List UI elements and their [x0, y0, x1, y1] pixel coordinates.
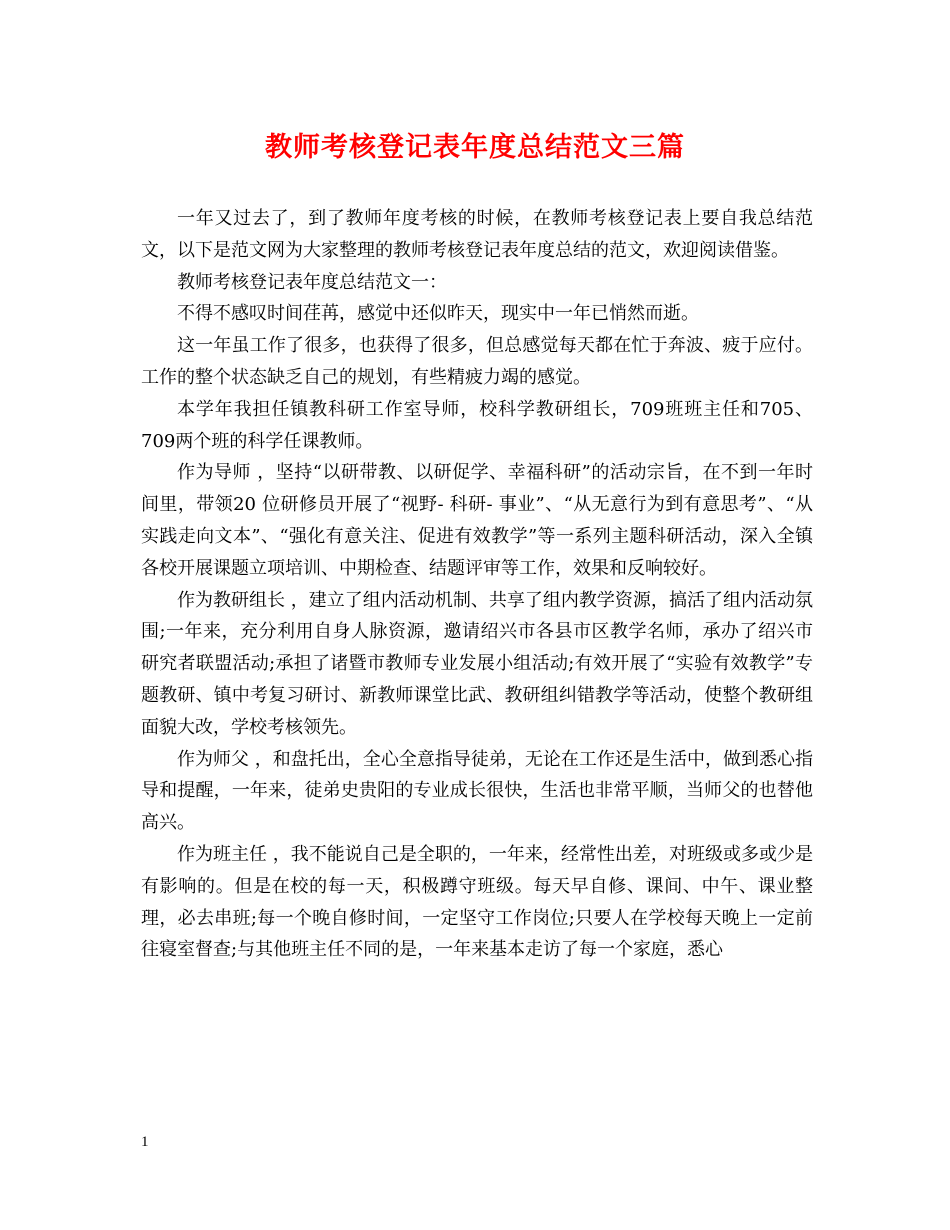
- paragraph-time-passing: 不得不感叹时间荏苒，感觉中还似昨天，现实中一年已悄然而逝。: [177, 303, 699, 325]
- document-body: [141, 203, 813, 966]
- paragraph-as-master: 作为师父 ，和盘托出，全心全意指导徒弟，无论在工作还是生活中，做到悉心指导和提醒，一年来，徒弟史贵阳的专业成长很快，生活也非常平顺，当师父的也替他高兴。: [141, 748, 813, 834]
- paragraph-roles: 本学年我担任镇教科研工作室导师，校科学教研组长，709班班主任和705、709两个班的科学任课教师。: [141, 398, 813, 452]
- paragraph-work-state: 这一年虽工作了很多，也获得了很多，但总感觉每天都在忙于奔波、疲于应付。工作的整个状态缺乏自己的规划，有些精疲力竭的感觉。: [141, 335, 813, 388]
- document-title: 教师考核登记表年度总结范文三篇: [265, 132, 685, 163]
- paragraph-section-heading: 教师考核登记表年度总结范文一：: [177, 271, 447, 293]
- paragraph-as-mentor: 作为导师 ，坚持“以研带教、以研促学、幸福科研”的活动宗旨，在不到一年时间里，带领20 位研修员开展了“视野- 科研- 事业”、“从无意行为到有意思考”、“从实践走向文本”、“强化有意关注、促进有效教学”等一系列主题科研活动，深入全镇各校开展课题立项培训、中期检查、结题评审等工作，效果和反响较好。: [141, 462, 813, 579]
- paragraph-as-group-leader: 作为教研组长 ，建立了组内活动机制、共享了组内教学资源，搞活了组内活动氛围;一年来，充分利用自身人脉资源，邀请绍兴市各县市区教学名师，承办了绍兴市研究者联盟活动;承担了诸暨市教师专业发展小组活动;有效开展了“实验有效教学”专题教研、镇中考复习研讨、新教师课堂比武、教研组纠错教学等活动，使整个教研组面貌大改，学校考核领先。: [141, 589, 813, 738]
- paragraph-intro: 一年又过去了，到了教师年度考核的时候，在教师考核登记表上要自我总结范文，以下是范文网为大家整理的教师考核登记表年度总结的范文，欢迎阅读借鉴。: [141, 208, 813, 261]
- page-number: 1: [141, 1134, 149, 1150]
- paragraph-as-class-teacher: 作为班主任 ，我不能说自己是全职的，一年来，经常性出差，对班级或多或少是有影响的。但是在校的每一天，积极蹲守班级。每天早自修、课间、中午、课业整理，必去串班;每一个晚自修时间，一定坚守工作岗位;只要人在学校每天晚上一定前往寝室督查;与其他班主任不同的是，一年来基本走访了每一个家庭，悉心: [141, 843, 813, 961]
